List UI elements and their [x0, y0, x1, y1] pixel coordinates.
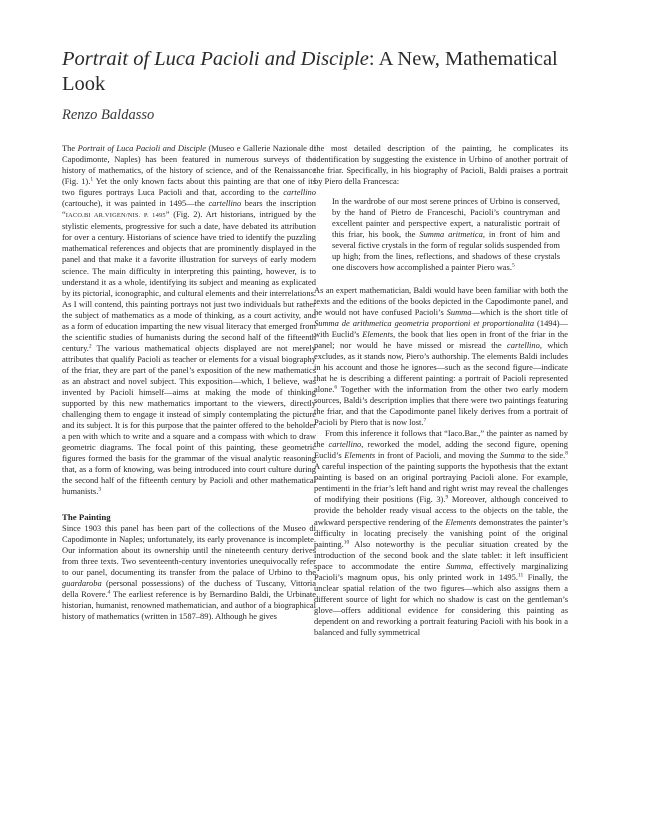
text-run: bears the inscription “ [62, 198, 316, 220]
text-run: In the wardrobe of our most serene princes of Urbino is conserved, by the hand of Pietro de Franceschi, Pacioli’s countryman and excellent painter and perspective expert, a naturalistic portrait of this friar, his book, the [332, 196, 560, 240]
text-run: , reworked the model, adding the second figure, opening Euclid’s [314, 439, 568, 461]
text-run: , in front of him and several fictive crystals in the form of regular solids suspended from up high; from the lines, reflections, and shadows of these crystals one discovers how accomplished a painter Piero was. [332, 229, 560, 273]
footnote-ref: 3 [98, 486, 102, 493]
italic-text: cartellino [283, 187, 316, 198]
text-run: —which is the short title of [471, 306, 568, 317]
right-column [314, 143, 568, 638]
article-title-italic: Portrait of Luca Pacioli and Disciple [62, 48, 369, 70]
intro-paragraph [62, 143, 316, 498]
text-run: (Museo e Gallerie Nazionale di Capodimonte, Naples) has been featured in numerous surveys of the history of mathematics, of the history of science, and of the Renaissance (Fig. 1). [62, 143, 316, 187]
footnote-ref: 7 [423, 417, 427, 424]
quote-text [332, 196, 560, 273]
footnote-ref: 1 [90, 176, 94, 183]
italic-text: Summa aritmetica [419, 229, 483, 240]
text-run: As an expert mathematician, Baldi would have been familiar with both the texts and the editions of the books depicted in the Capodimonte panel, and he would not have confused Pacioli’s [314, 284, 568, 317]
footnote-ref: 6 [334, 384, 338, 391]
text-run: From this inference it follows that “Iaco.Bar.,” the painter as named by the [314, 428, 568, 450]
text-run: Since 1903 this panel has been part of the collections of the Museo di Capodimonte in Naples; unfortunately, its early provenance is incomplete. Our information about its ownership until the nineteenth century derives from three texts. Two seventeenth-century inventories unequivocally refer to our panel, documenting its transfer from the palace of Urbino to the [62, 522, 316, 577]
italic-text: cartellino [208, 198, 242, 209]
text-run: in front of Pacioli, and moving the [375, 450, 500, 461]
text-run: (cartouche), it was painted in 1495—the [62, 198, 209, 209]
section-heading: The Painting [62, 511, 111, 522]
italic-text: Elements [344, 450, 376, 461]
text-run: The various mathematical objects displayed are not merely attributes that qualify Pacioli as teacher or elements for a visual biography of the friar, they are part of the panel’s exposition of the new mathematics as an abstract and novel subject. This exposition—which, I believe, was invented by Pacioli himself—aims at making the mode of thinking supported by this new mathematics important to the viewers, directly challenging them to engage it instead of simply contemplating the picture and its subject. It is for this purpose that the painter offered to the beholder a pen with which to write and a square and a compass with which to draw geometric diagrams. The focal point of this painting, these geometric figures formed the basis for the grammar of the visual analytic reasoning that, as a form of knowing, was being introduced into court culture during the second half of the fifteenth century by Pacioli and other mathematical humanists. [62, 342, 316, 497]
italic-text: cartellino [507, 339, 540, 350]
footnote-ref: 10 [343, 539, 350, 546]
footnote-ref: 5 [511, 262, 515, 269]
inference-paragraph [314, 428, 568, 638]
text-run: , the book that lies open in front of the friar in the panel; nor would he have missed or misread the [314, 328, 568, 350]
text-run: Moreover, although conceived to provide the beholder ready visual access to the objects on the table, the awkward perspective rendering of the [314, 494, 568, 527]
baldi-paragraph [314, 285, 568, 429]
text-run: A careful inspection of the painting supports the hypothesis that the extant painting is based on an original portraying Pacioli alone. For example, pentimenti in the friar’s left hand and right wrist may reveal the challenges of modifying their positions (Fig. 3). [314, 461, 568, 505]
text-run: Finally, the unclear spatial relation of the two figures—which also assigns them a different source of light for which no shadow is cast on the gentleman’s glove—offers additional evidence for considering this painting as dependent on and reworking a portrait featuring Pacioli with his book in a balanced and fully symmetrical [314, 571, 568, 637]
left-column [62, 143, 316, 622]
footnote-ref: 4 [107, 589, 111, 596]
text-run: The [62, 143, 78, 153]
text-run: , which excludes, as it stands now, Piero’s authorship. The elements Baldi includes in his account and those he ignores—such as the second figure—indicate that he is describing a different painting: a portrait of Pacioli represented alone. [314, 339, 568, 394]
article-title-rest: : A New, Mathematical Look [62, 48, 558, 95]
continued-paragraph [314, 143, 568, 187]
footnote-ref: 8 [565, 450, 569, 457]
footnote-ref: 11 [517, 572, 524, 579]
text-run: (1494)—with Euclid’s [314, 317, 568, 339]
inscription-text: IACO.BI AR.VIGEN/NIS. P. 1495 [65, 212, 166, 220]
italic-text: Summa [446, 306, 472, 317]
text-run: Also noteworthy is the peculiar situation created by the introduction of the second book and the slate tablet: it left insufficient space to accommodate the entire [314, 538, 568, 571]
italic-text: Elements [362, 328, 394, 339]
italic-text: Summa [499, 450, 525, 461]
text-run: the most detailed description of the painting, he complicates its identification by suggesting the existence in Urbino of another portrait of the friar. Specifically, in his biography of Pacioli, Baldi praises a portrait by Piero della Francesca: [314, 143, 568, 187]
author-name: Renzo Baldasso [62, 107, 155, 123]
painting-paragraph [62, 523, 316, 622]
text-run: (personal possessions) of the duchess of Tuscany, Vittoria della Rovere. [62, 577, 316, 599]
text-run: ” (Fig. 2). Art historians, intrigued by the stylistic elements, progressive for such a date, have debated its attribution for over a century. Historians of science have tried to identify the puzzling mathematical references and objects that are prominently displayed in the panel and that make it a favorite illustration for surveys of early modern science. The main difficulty in interpreting this painting, however, is to understand it as a whole, identifying its subject and meaning as explicated by its pictorial, iconographic, and cultural elements and their interrelations. As I will contend, this painting portrays not just two individuals but rather the subject of mathematics as a mode of thinking, as a court activity, and as a form of education imparting the new visual literacy that emerged from the scientific studies of humanists during the second half of the fifteenth century. [62, 209, 316, 353]
footnote-ref: 9 [445, 494, 449, 501]
text-run: Together with the information from the other two early modern sources, Baldi’s description implies that there were two paintings featuring the friar, and that the Capodimonte panel likely derives from a portrait of Pacioli by Piero that is now lost. [314, 383, 568, 428]
text-run: , effectively marginalizing Pacioli’s magnum opus, his only printed work in 1495. [314, 560, 568, 582]
text-run: The earliest reference is by Bernardino Baldi, the Urbinate historian, humanist, renowned mathematician, and author of a biographical history of mathematics (written in 1587–89). Although he gives [62, 588, 317, 621]
italic-text: Elements [445, 516, 477, 527]
text-run: demonstrates the painter’s difficulty in locating precisely the vanishing point of the original painting. [314, 516, 568, 549]
text-run: Yet the only known facts about this painting are that one of its two figures portrays Luca Pacioli and that, according to the [62, 176, 316, 198]
italic-text: guardaroba [62, 577, 102, 588]
footnote-ref: 2 [88, 343, 92, 350]
italic-text: Portrait of Luca Pacioli and Disciple [77, 143, 206, 153]
italic-text: Summa de arithmetica geometria proportioni et proportionalita [314, 317, 535, 328]
block-quote [314, 196, 568, 273]
italic-text: Summa [446, 560, 472, 571]
italic-text: cartellino [328, 439, 362, 450]
text-run: to the side. [524, 450, 566, 461]
article-title [62, 47, 602, 97]
